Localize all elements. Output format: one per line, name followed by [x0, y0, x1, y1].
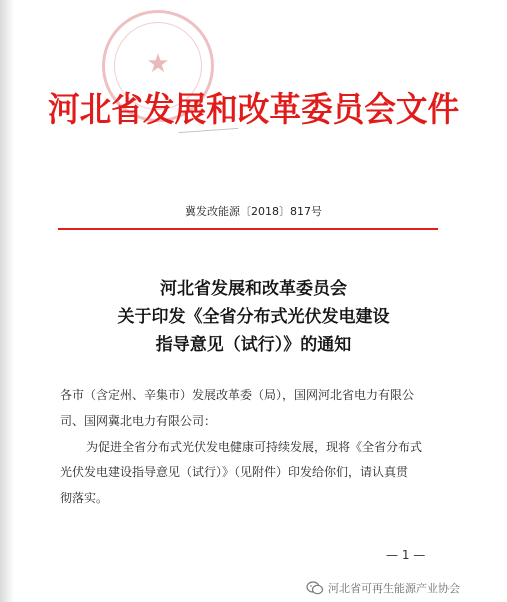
notice-title-line-2: 关于印发《全省分布式光伏发电建设 — [117, 307, 390, 327]
document-number: 冀发改能源〔2018〕817号 — [185, 205, 322, 218]
page-number: — 1 — — [386, 548, 426, 562]
watermark-text: 河北省可再生能源产业协会 — [328, 582, 460, 595]
body-line-4: 光伏发电建设指导意见（试行）》（见附件）印发给你们，请认真贯 — [60, 465, 409, 479]
notice-title-line-3: 指导意见（试行）》的通知 — [155, 335, 352, 355]
wechat-icon — [306, 580, 324, 596]
red-divider-line — [58, 228, 438, 230]
page-edge-shadow — [0, 0, 14, 602]
body-line-3: 为促进全省分布式光伏发电健康可持续发展，现将《全省分布式 — [86, 440, 423, 454]
body-line-5: 彻落实。 — [60, 491, 109, 505]
seal-star-icon: ★ — [146, 49, 170, 79]
body-line-2: 司、国网冀北电力有限公司： — [60, 414, 217, 428]
agency-title: 河北省发展和改革委员会文件 — [48, 90, 460, 130]
notice-title-line-1: 河北省发展和改革委员会 — [160, 279, 347, 299]
watermark — [306, 578, 460, 598]
body-line-1: 各市（含定州、辛集市）发展改革委（局），国网河北省电力有限公 — [60, 388, 415, 402]
